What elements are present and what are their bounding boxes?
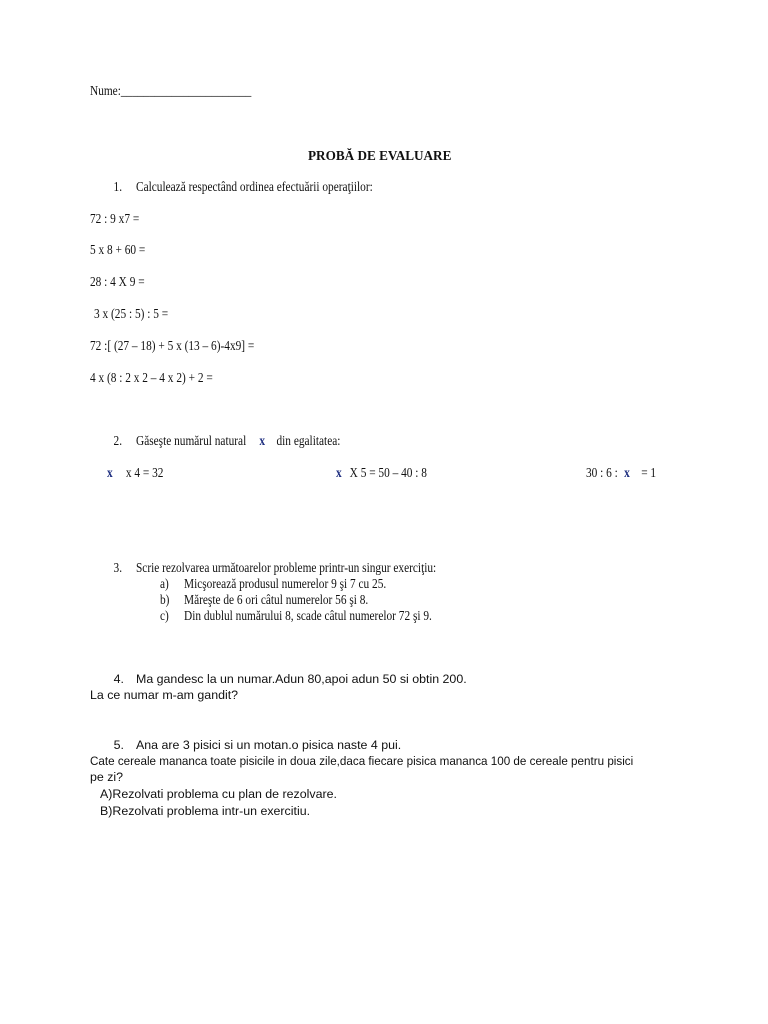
ex1-item-2: 5 x 8 + 60 = [90,242,146,257]
ex2-eq2-rest: X 5 = 50 – 40 : 8 [349,465,427,480]
page-title: PROBĂ DE EVALUARE [308,148,452,163]
ex3-number: 3. [113,560,123,575]
ex5-line-1: Ana are 3 pisici si un motan.o pisica naste 4 pui. [136,738,402,752]
ex1-item-6: 4 x (8 : 2 x 2 – 4 x 2) + 2 = [90,370,213,385]
ex1-item-5: 72 :[ (27 – 18) + 5 x (13 – 6)-4x9] = [90,338,255,353]
name-field [90,83,251,99]
ex3-item-a-label: a) [160,576,169,591]
ex1-instruction: Calculează respectând ordinea efectuării operaţiilor: [136,179,373,194]
name-label: Nume: [90,83,121,98]
ex5-line-2: Cate cereale mananca toate pisicile in doua zile,daca fiecare pisica mananca 100 de cereale pentru pisici [90,754,634,768]
ex1-item-3: 28 : 4 X 9 = [90,274,145,289]
ex5-line-3: pe zi? [90,770,124,784]
ex2-eq3-left: 30 : 6 : [586,465,618,480]
ex2-instruction-b: din egalitatea: [276,433,341,448]
ex1-number: 1. [113,179,123,194]
ex2-equation-1 [107,465,163,481]
ex2-equation-2 [336,465,427,481]
ex4-line-1: Ma gandesc la un numar.Adun 80,apoi adun 50 si obtin 200. [136,672,467,686]
ex2-equation-3 [586,465,656,481]
ex1-item-1: 72 : 9 x7 = [90,211,140,226]
ex5-number: 5. [113,738,124,752]
ex5-line-5: B)Rezolvati problema intr-un exercitiu. [100,804,311,818]
ex1-item-4: 3 x (25 : 5) : 5 = [94,306,169,321]
ex4-number: 4. [113,672,124,686]
ex2-eq3-var: x [624,465,630,480]
ex2-eq1-var: x [107,465,113,480]
ex5-line-4: A)Rezolvati problema cu plan de rezolvare. [100,787,337,801]
ex3-item-a-text: Micşorează produsul numerelor 9 şi 7 cu 25. [184,576,387,591]
ex2-instruction [136,433,340,449]
ex3-instruction: Scrie rezolvarea următoarelor probleme printr-un singur exerciţiu: [136,560,437,575]
ex2-eq1-rest: x 4 = 32 [125,465,164,480]
ex3-item-c-label: c) [160,608,169,623]
ex4-line-2: La ce numar m-am gandit? [90,688,239,702]
ex3-item-b-label: b) [160,592,170,607]
ex3-item-b-text: Măreşte de 6 ori câtul numerelor 56 şi 8. [184,592,369,607]
ex2-variable: x [259,433,266,448]
ex2-eq2-var: x [336,465,342,480]
name-line: _______________________ [120,83,252,98]
ex2-number: 2. [113,433,123,448]
ex2-eq3-rest: = 1 [641,465,657,480]
ex2-instruction-a: Găseşte numărul natural [136,433,247,448]
ex3-item-c-text: Din dublul numărului 8, scade câtul numerelor 72 şi 9. [184,608,432,623]
